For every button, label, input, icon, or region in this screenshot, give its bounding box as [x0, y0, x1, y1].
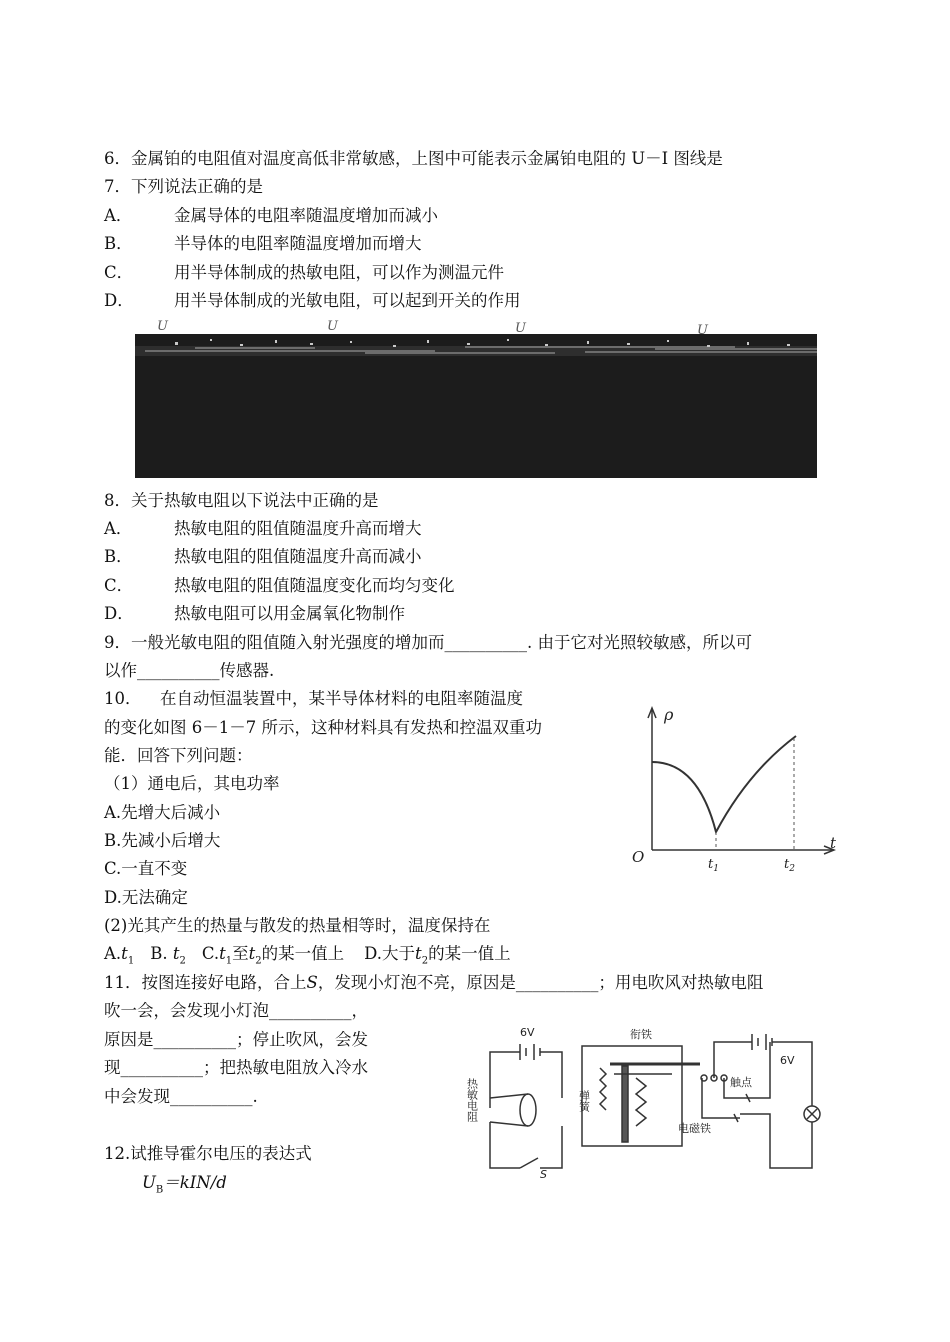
opt-c-mid: 至: [232, 944, 249, 963]
t2-sub: 2: [255, 955, 262, 967]
option-key: C．: [104, 576, 134, 595]
relay-box: [582, 1046, 682, 1146]
question-9-line1: 9．一般光敏电阻的阻值随入射光强度的增加而__________. 由于它对光照较敏感，所以可: [104, 633, 752, 652]
q11-text-c: ，发现小灯泡不亮，原因是__________；用电吹风对热敏电阻: [317, 973, 764, 992]
t2-sub: 2: [421, 955, 429, 967]
t-axis-label: t: [830, 834, 837, 852]
t2-label: $t_2$: [784, 857, 795, 874]
q7-option-c: [104, 262, 504, 284]
q8-option-a: [104, 518, 422, 540]
spring: [600, 1068, 606, 1110]
contact-wire-3: [750, 1042, 770, 1098]
opt-c-key: C.: [201, 944, 220, 963]
ui-graphs-image: [135, 318, 817, 478]
question-11-line4: 现__________；把热敏电阻放入冷水: [104, 1058, 368, 1077]
magnet-label: 电磁铁: [678, 1122, 711, 1135]
t1-symbol: t: [121, 944, 128, 963]
option-text: 用半导体制成的热敏电阻，可以作为测温元件: [174, 263, 504, 282]
resistivity-graph: [628, 702, 846, 874]
formula-u-sub: B: [155, 1184, 164, 1196]
q7-option-d: [104, 290, 521, 312]
question-6: 6．金属铂的电阻值对温度高低非常敏感，上图中可能表示金属铂电阻的 U－I 图线是: [104, 149, 723, 168]
q10-sub2-options: [104, 943, 511, 972]
u-label-1: U: [157, 319, 168, 334]
question-11-line3: 原因是__________；停止吹风，会发: [104, 1030, 368, 1049]
option-key: D．: [104, 291, 134, 310]
t2-symbol: t: [172, 944, 180, 963]
opt-d-key: D.大于: [364, 944, 416, 963]
q10-subquestion-2: (2)光其产生的热量与散发的热量相等时，温度保持在: [104, 916, 491, 935]
contact-label: 触点: [730, 1076, 752, 1089]
formula-rhs: ＝kIN/d: [163, 1173, 227, 1192]
option-text: 热敏电阻可以用金属氧化物制作: [174, 604, 405, 623]
opt-a-key: A.: [104, 944, 122, 963]
question-10-line1: [104, 688, 523, 710]
thermistor-element: [520, 1094, 536, 1126]
bulb-cross: [807, 1109, 817, 1119]
question-10-line3: 能．回答下列问题：: [104, 746, 253, 765]
switch-lever: [520, 1158, 538, 1168]
q8-option-d: [104, 603, 405, 625]
t2-sub: 2: [179, 955, 186, 967]
t1-label: $t_1$: [708, 857, 719, 874]
option-text: 用半导体制成的光敏电阻，可以起到开关的作用: [174, 291, 521, 310]
t2-symbol: t: [415, 944, 422, 963]
left-battery-label: 6V: [520, 1026, 535, 1039]
t2-symbol: t: [248, 944, 256, 963]
question-8-stem: 8．关于热敏电阻以下说法中正确的是: [104, 491, 379, 510]
left-wire-bottom-a: [490, 1122, 520, 1168]
left-wire-bottom-b: [540, 1126, 562, 1168]
q7-option-b: [104, 233, 422, 255]
right-wire-top-a: [714, 1042, 752, 1078]
option-key: B．: [104, 547, 133, 566]
thermistor-label: 热敏电阻: [465, 1078, 479, 1122]
q11-switch-symbol: S: [306, 973, 318, 992]
q10-option-a: A.先增大后减小: [104, 803, 221, 822]
left-wire-top-a: [490, 1052, 520, 1108]
switch-label: S: [540, 1168, 547, 1178]
question-11-line5: 中会发现__________.: [104, 1087, 258, 1106]
opt-c-tail: 的某一值上: [261, 944, 345, 963]
rho-label: ρ: [664, 705, 674, 724]
q10-text: 在自动恒温装置中，某半导体材料的电阻率随温度: [160, 689, 523, 708]
u-label-3: U: [515, 321, 526, 336]
option-text: 热敏电阻的阻值随温度升高而减小: [174, 547, 422, 566]
circuit-svg: [450, 1018, 850, 1178]
opt-b-key: B.: [150, 944, 168, 963]
q8-option-b: [104, 546, 422, 568]
origin-label: O: [632, 848, 645, 866]
coil-winding: [636, 1078, 646, 1126]
left-wire-top-b: [540, 1052, 562, 1098]
t1-symbol: t: [219, 944, 226, 963]
question-12-title: 12.试推导霍尔电压的表达式: [104, 1144, 312, 1163]
t1-sub: 1: [225, 955, 233, 967]
option-key: A．: [104, 519, 133, 538]
question-7-stem: 7．下列说法正确的是: [104, 177, 263, 196]
right-battery-label: 6V: [780, 1054, 795, 1067]
option-text: 半导体的电阻率随温度增加而增大: [174, 234, 422, 253]
question-10-line2: 的变化如图 6－1－7 所示，这种材料具有发热和控温双重功: [104, 718, 542, 737]
option-key: A．: [104, 206, 133, 225]
q10-subquestion-1: （1）通电后，其电功率: [104, 774, 280, 793]
u-label-4: U: [697, 323, 708, 338]
option-text: 热敏电阻的阻值随温度变化而均匀变化: [174, 576, 455, 595]
question-11-line1: [104, 972, 763, 994]
formula-u: U: [142, 1173, 156, 1192]
right-wire-top-b: [772, 1042, 812, 1106]
armature-label: 衔铁: [630, 1028, 652, 1041]
q7-option-a: [104, 205, 438, 227]
question-number: 10．: [104, 689, 142, 708]
q10-option-b: B.先减小后增大: [104, 831, 221, 850]
u-label-2: U: [327, 319, 338, 334]
q8-option-c: [104, 575, 455, 597]
q10-option-d: D.无法确定: [104, 888, 188, 907]
option-key: D．: [104, 604, 134, 623]
resistivity-graph-svg: [628, 702, 846, 874]
option-text: 热敏电阻的阻值随温度升高而增大: [174, 519, 422, 538]
circuit-diagram: [450, 1018, 850, 1178]
ui-graphs-svg: [135, 318, 817, 478]
hall-voltage-formula: [142, 1172, 227, 1201]
opt-d-tail: 的某一值上: [428, 944, 511, 963]
question-9-line2: 以作__________传感器.: [104, 661, 275, 680]
option-key: C．: [104, 263, 134, 282]
option-text: 金属导体的电阻率随温度增加而减小: [174, 206, 438, 225]
resistivity-curve: [652, 736, 796, 832]
option-key: B．: [104, 234, 133, 253]
q11-text-a: 11．按图连接好电路，合上: [104, 973, 307, 992]
right-wire-bottom: [740, 1114, 812, 1168]
q10-option-c: C.一直不变: [104, 859, 188, 878]
spring-label: 弹簧: [577, 1090, 591, 1112]
question-11-line2: 吹一会，会发现小灯泡__________，: [104, 1001, 368, 1020]
t1-sub: 1: [127, 955, 135, 967]
relay-core: [622, 1066, 628, 1142]
